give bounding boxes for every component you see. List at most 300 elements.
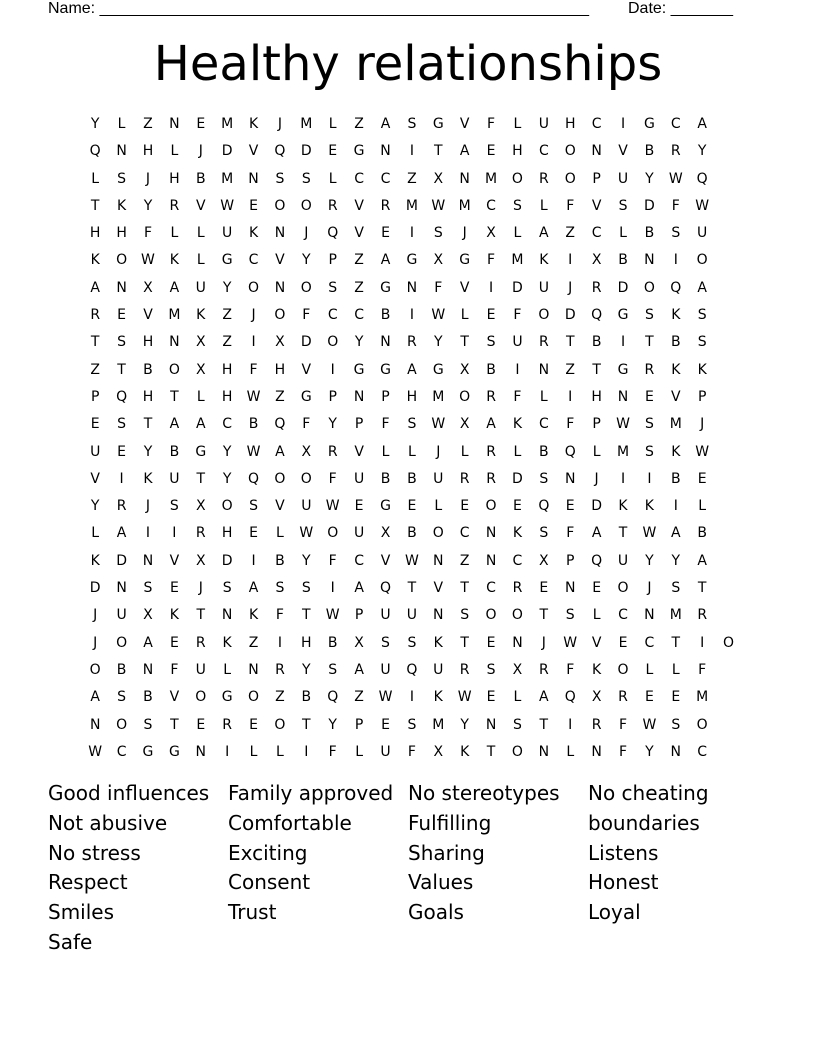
search-word: Sharing	[408, 840, 485, 865]
grid-letter: K	[222, 634, 232, 651]
grid-letter: I	[620, 470, 626, 487]
grid-letter: N	[169, 334, 180, 351]
grid-letter: G	[221, 252, 233, 269]
grid-letter: K	[592, 661, 602, 678]
grid-letter: F	[618, 743, 628, 760]
grid-letter: H	[301, 634, 312, 651]
grid-letter: S	[671, 225, 681, 242]
grid-letter: R	[591, 716, 602, 733]
grid-letter: N	[142, 661, 154, 678]
grid-letter: H	[221, 361, 233, 378]
grid-letter: M	[696, 689, 709, 706]
grid-letter: A	[354, 580, 364, 597]
grid-letter: R	[275, 661, 285, 678]
grid-letter: B	[143, 689, 153, 706]
grid-letter: K	[90, 552, 100, 569]
grid-letter: L	[539, 388, 548, 405]
grid-letter: D	[512, 470, 523, 487]
grid-letter: N	[248, 661, 259, 678]
grid-letter: X	[539, 552, 549, 569]
grid-letter: T	[90, 334, 100, 351]
name-field-label: Name: _______________________________________________________	[48, 0, 589, 17]
grid-letter: E	[90, 416, 100, 433]
grid-letter: I	[673, 498, 678, 515]
grid-letter: B	[697, 525, 707, 542]
grid-letter: A	[169, 416, 180, 433]
grid-letter: Z	[143, 116, 153, 132]
grid-letter: N	[406, 279, 418, 296]
grid-letter: D	[644, 197, 655, 214]
grid-letter: O	[327, 525, 339, 542]
grid-letter: E	[513, 498, 522, 515]
grid-letter: V	[671, 388, 681, 405]
grid-letter: O	[643, 279, 655, 296]
grid-letter: A	[380, 252, 391, 269]
grid-letter: G	[617, 361, 629, 378]
grid-letter: T	[460, 580, 469, 597]
grid-letter: N	[142, 552, 154, 569]
grid-letter: Y	[671, 552, 681, 569]
grid-letter: J	[277, 116, 282, 132]
grid-letter: M	[432, 388, 445, 405]
grid-letter: K	[169, 607, 179, 624]
grid-letter: I	[568, 252, 573, 269]
grid-letter: D	[116, 552, 127, 569]
grid-letter: U	[380, 661, 391, 678]
grid-row	[82, 657, 742, 684]
grid-letter: P	[328, 252, 337, 269]
grid-letter: F	[275, 607, 284, 624]
grid-letter: V	[380, 552, 391, 569]
grid-letter: I	[251, 334, 256, 351]
grid-letter: R	[670, 143, 681, 160]
grid-letter: J	[462, 225, 467, 242]
grid-letter: F	[566, 416, 575, 433]
grid-letter: E	[169, 634, 179, 651]
grid-letter: Z	[459, 552, 470, 569]
grid-letter: Y	[90, 498, 100, 515]
grid-letter: J	[700, 416, 705, 433]
worksheet-header	[48, 0, 748, 20]
grid-letter: T	[196, 607, 206, 624]
grid-letter: S	[117, 416, 127, 433]
grid-letter: V	[301, 361, 312, 378]
grid-letter: K	[512, 525, 523, 542]
grid-letter: L	[328, 170, 337, 187]
grid-letter: W	[668, 170, 683, 187]
grid-letter: F	[249, 361, 258, 378]
grid-letter: N	[274, 279, 286, 296]
grid-row	[82, 275, 742, 302]
grid-letter: O	[300, 197, 312, 214]
grid-letter: K	[671, 443, 681, 460]
grid-letter: G	[380, 498, 391, 515]
grid-letter: B	[380, 470, 391, 487]
grid-letter: U	[380, 743, 391, 760]
grid-letter: V	[195, 197, 206, 214]
grid-letter: C	[486, 580, 496, 597]
grid-letter: R	[591, 279, 602, 296]
grid-letter: B	[195, 170, 206, 187]
grid-letter: H	[406, 388, 418, 405]
grid-letter: S	[697, 334, 707, 351]
grid-letter: L	[513, 116, 522, 132]
grid-letter: S	[407, 634, 417, 651]
grid-letter: J	[647, 580, 652, 597]
grid-letter: L	[355, 743, 363, 760]
grid-letter: T	[117, 361, 126, 378]
search-word: Respect	[48, 870, 128, 895]
grid-letter: S	[249, 498, 258, 515]
grid-letter: T	[565, 334, 575, 351]
grid-letter: R	[486, 443, 496, 460]
grid-letter: P	[697, 388, 707, 405]
grid-letter: S	[618, 197, 628, 214]
grid-letter: C	[670, 116, 681, 132]
grid-letter: C	[644, 634, 655, 651]
grid-letter: L	[513, 443, 522, 460]
grid-letter: U	[301, 498, 312, 515]
search-word: Values	[408, 870, 474, 895]
grid-letter: E	[618, 634, 628, 651]
grid-letter: S	[644, 443, 654, 460]
grid-letter: L	[619, 225, 627, 242]
grid-letter: G	[300, 388, 312, 405]
grid-letter: U	[433, 470, 444, 487]
grid-letter: O	[617, 661, 629, 678]
grid-letter: W	[88, 743, 103, 760]
grid-letter: C	[697, 743, 708, 760]
grid-letter: E	[460, 498, 470, 515]
grid-letter: T	[433, 143, 443, 160]
word-list-row	[48, 808, 768, 838]
grid-letter: V	[354, 225, 364, 242]
grid-letter: T	[407, 580, 417, 597]
grid-letter: W	[695, 443, 710, 460]
grid-letter: S	[539, 525, 549, 542]
grid-row	[82, 630, 742, 657]
grid-letter: I	[647, 470, 652, 487]
grid-letter: K	[512, 416, 523, 433]
grid-letter: O	[274, 307, 286, 324]
grid-letter: F	[566, 525, 575, 542]
word-list-row	[48, 927, 768, 957]
grid-letter: F	[302, 416, 311, 433]
grid-letter: I	[145, 525, 151, 542]
search-word: No stereotypes	[408, 781, 560, 805]
grid-letter: L	[196, 252, 205, 269]
grid-letter: A	[248, 580, 259, 597]
grid-letter: E	[565, 498, 575, 515]
grid-letter: Q	[538, 498, 550, 515]
grid-letter: Q	[406, 661, 418, 678]
grid-letter: O	[564, 170, 576, 187]
grid-letter: B	[644, 143, 655, 160]
word-list	[48, 778, 768, 957]
grid-letter: L	[170, 143, 179, 160]
grid-letter: D	[300, 143, 312, 160]
grid-letter: G	[459, 252, 471, 269]
grid-letter: B	[486, 361, 496, 378]
grid-row	[82, 329, 742, 356]
grid-letter: N	[433, 607, 444, 624]
grid-letter: M	[432, 716, 445, 733]
grid-letter: S	[407, 716, 417, 733]
grid-letter: F	[566, 661, 575, 678]
grid-row	[82, 548, 742, 575]
grid-letter: M	[669, 416, 682, 433]
grid-letter: S	[644, 416, 654, 433]
grid-letter: R	[222, 716, 233, 733]
grid-letter: N	[116, 580, 127, 597]
grid-letter: Y	[645, 170, 654, 187]
word-list-row	[48, 838, 768, 868]
grid-letter: O	[564, 143, 576, 160]
grid-letter: T	[645, 334, 654, 351]
grid-letter: H	[591, 388, 602, 405]
grid-letter: B	[539, 443, 549, 460]
grid-letter: C	[248, 252, 259, 269]
grid-letter: X	[143, 279, 153, 296]
grid-letter: I	[673, 252, 678, 269]
grid-letter: T	[486, 743, 496, 760]
grid-letter: I	[225, 743, 230, 760]
grid-letter: Q	[327, 225, 339, 242]
grid-row	[82, 493, 742, 520]
grid-letter: I	[172, 525, 177, 542]
grid-letter: S	[460, 607, 470, 624]
grid-letter: Q	[274, 416, 286, 433]
grid-letter: H	[89, 225, 101, 242]
grid-letter: S	[328, 279, 338, 296]
grid-letter: Z	[565, 225, 576, 242]
grid-letter: Y	[460, 716, 469, 733]
grid-letter: C	[591, 116, 602, 132]
grid-letter: I	[620, 334, 626, 351]
grid-letter: O	[116, 252, 128, 269]
search-word: No stress	[48, 840, 141, 865]
grid-letter: X	[459, 361, 470, 378]
grid-letter: M	[669, 607, 682, 624]
grid-letter: N	[512, 634, 523, 651]
grid-letter: R	[407, 334, 417, 351]
grid-letter: Q	[89, 143, 101, 160]
grid-letter: Y	[222, 470, 232, 487]
grid-row	[82, 220, 742, 247]
grid-letter: L	[671, 661, 680, 678]
grid-letter: U	[512, 334, 523, 351]
grid-letter: N	[644, 607, 655, 624]
grid-letter: P	[90, 388, 100, 405]
grid-letter: N	[459, 170, 470, 187]
grid-letter: U	[617, 170, 629, 187]
grid-letter: Q	[564, 689, 576, 706]
grid-letter: L	[91, 170, 100, 187]
grid-letter: N	[89, 716, 101, 733]
grid-letter: I	[409, 307, 414, 324]
grid-letter: W	[642, 525, 657, 542]
search-word: Family approved	[228, 781, 394, 805]
grid-letter: F	[487, 252, 496, 269]
grid-letter: N	[353, 388, 365, 405]
grid-letter: S	[117, 689, 127, 706]
grid-letter: W	[246, 443, 261, 460]
grid-letter: M	[616, 443, 630, 460]
grid-letter: R	[538, 661, 549, 678]
grid-letter: I	[304, 743, 309, 760]
grid-letter: T	[196, 470, 206, 487]
grid-letter: L	[566, 743, 575, 760]
grid-letter: D	[89, 580, 101, 597]
grid-letter: Z	[222, 307, 232, 324]
grid-letter: C	[116, 743, 127, 760]
grid-letter: T	[460, 634, 469, 651]
grid-letter: E	[486, 307, 496, 324]
grid-row	[82, 138, 742, 165]
grid-letter: T	[170, 716, 179, 733]
grid-letter: I	[330, 580, 335, 597]
grid-letter: A	[697, 552, 707, 569]
grid-letter: E	[486, 143, 496, 160]
grid-letter: Y	[354, 334, 364, 351]
grid-letter: F	[328, 743, 337, 760]
grid-letter: K	[644, 498, 654, 515]
grid-letter: Z	[565, 361, 576, 378]
grid-letter: Z	[275, 689, 285, 706]
grid-letter: J	[541, 634, 546, 651]
word-list-row	[48, 778, 768, 808]
grid-letter: N	[116, 143, 127, 160]
grid-letter: F	[434, 279, 443, 296]
search-word: Trust	[228, 900, 277, 925]
grid-letter: X	[591, 252, 602, 269]
grid-letter: A	[169, 279, 180, 296]
grid-letter: V	[354, 443, 364, 460]
search-word: boundaries	[588, 810, 700, 835]
grid-letter: Q	[591, 552, 603, 569]
grid-letter: F	[513, 307, 522, 324]
grid-letter: Y	[302, 661, 311, 678]
grid-letter: O	[538, 307, 550, 324]
grid-letter: W	[325, 607, 340, 624]
grid-letter: G	[380, 279, 391, 296]
search-word: Consent	[228, 870, 311, 895]
grid-letter: Y	[433, 334, 443, 351]
grid-letter: R	[538, 170, 549, 187]
grid-letter: S	[301, 580, 311, 597]
grid-letter: T	[671, 634, 681, 651]
grid-letter: C	[459, 525, 470, 542]
grid-letter: U	[538, 279, 549, 296]
grid-letter: S	[407, 416, 417, 433]
grid-letter: X	[512, 661, 523, 678]
grid-letter: A	[90, 279, 100, 296]
grid-letter: Y	[222, 279, 232, 296]
grid-letter: Q	[696, 170, 708, 187]
grid-letter: Z	[354, 279, 364, 296]
grid-letter: B	[618, 252, 628, 269]
date-field-label: Date: _______	[628, 0, 733, 17]
grid-letter: E	[249, 525, 258, 542]
grid-letter: G	[617, 307, 629, 324]
grid-letter: J	[145, 498, 151, 515]
grid-letter: W	[404, 552, 419, 569]
grid-letter: I	[700, 634, 705, 651]
grid-letter: B	[248, 416, 259, 433]
grid-letter: O	[168, 361, 180, 378]
grid-letter: U	[697, 225, 708, 242]
grid-letter: O	[617, 580, 629, 597]
grid-letter: C	[618, 607, 628, 624]
grid-row	[82, 247, 742, 274]
grid-letter: I	[568, 388, 573, 405]
grid-letter: G	[643, 116, 655, 132]
grid-letter: Y	[143, 443, 153, 460]
grid-letter: U	[222, 225, 233, 242]
grid-letter: S	[169, 498, 179, 515]
grid-letter: O	[327, 334, 339, 351]
grid-letter: F	[618, 716, 628, 733]
grid-letter: Q	[248, 470, 260, 487]
grid-letter: W	[431, 197, 446, 214]
grid-letter: I	[568, 716, 573, 733]
grid-letter: G	[432, 116, 444, 132]
grid-row	[82, 111, 742, 138]
grid-letter: S	[275, 580, 285, 597]
grid-letter: L	[328, 116, 337, 132]
grid-letter: S	[697, 307, 707, 324]
grid-letter: O	[274, 470, 286, 487]
grid-letter: F	[487, 116, 496, 132]
grid-letter: U	[195, 279, 206, 296]
grid-letter: A	[275, 443, 285, 460]
grid-letter: I	[330, 361, 335, 378]
grid-letter: V	[459, 279, 470, 296]
grid-letter: U	[433, 661, 444, 678]
grid-letter: H	[142, 334, 154, 351]
grid-letter: L	[117, 116, 126, 132]
grid-letter: E	[486, 634, 496, 651]
grid-letter: E	[117, 307, 127, 324]
grid-letter: P	[354, 416, 364, 433]
grid-letter: E	[644, 689, 654, 706]
grid-letter: Y	[302, 252, 311, 269]
grid-letter: Q	[327, 689, 339, 706]
grid-letter: O	[300, 470, 312, 487]
grid-letter: K	[460, 743, 470, 760]
grid-letter: A	[90, 689, 100, 706]
grid-letter: X	[143, 607, 153, 624]
grid-letter: V	[591, 634, 602, 651]
grid-letter: R	[169, 197, 180, 214]
grid-letter: B	[275, 552, 285, 569]
grid-letter: G	[380, 361, 391, 378]
grid-letter: E	[196, 116, 206, 132]
grid-letter: O	[485, 498, 497, 515]
grid-letter: H	[221, 525, 233, 542]
grid-letter: D	[617, 279, 629, 296]
grid-letter: K	[116, 197, 127, 214]
search-word: Honest	[588, 870, 659, 895]
grid-letter: F	[328, 470, 337, 487]
grid-letter: B	[591, 334, 602, 351]
grid-letter: J	[93, 607, 98, 624]
grid-letter: H	[512, 143, 523, 160]
grid-letter: F	[170, 661, 179, 678]
grid-letter: R	[618, 689, 628, 706]
grid-letter: R	[90, 307, 101, 324]
grid-letter: N	[116, 279, 127, 296]
